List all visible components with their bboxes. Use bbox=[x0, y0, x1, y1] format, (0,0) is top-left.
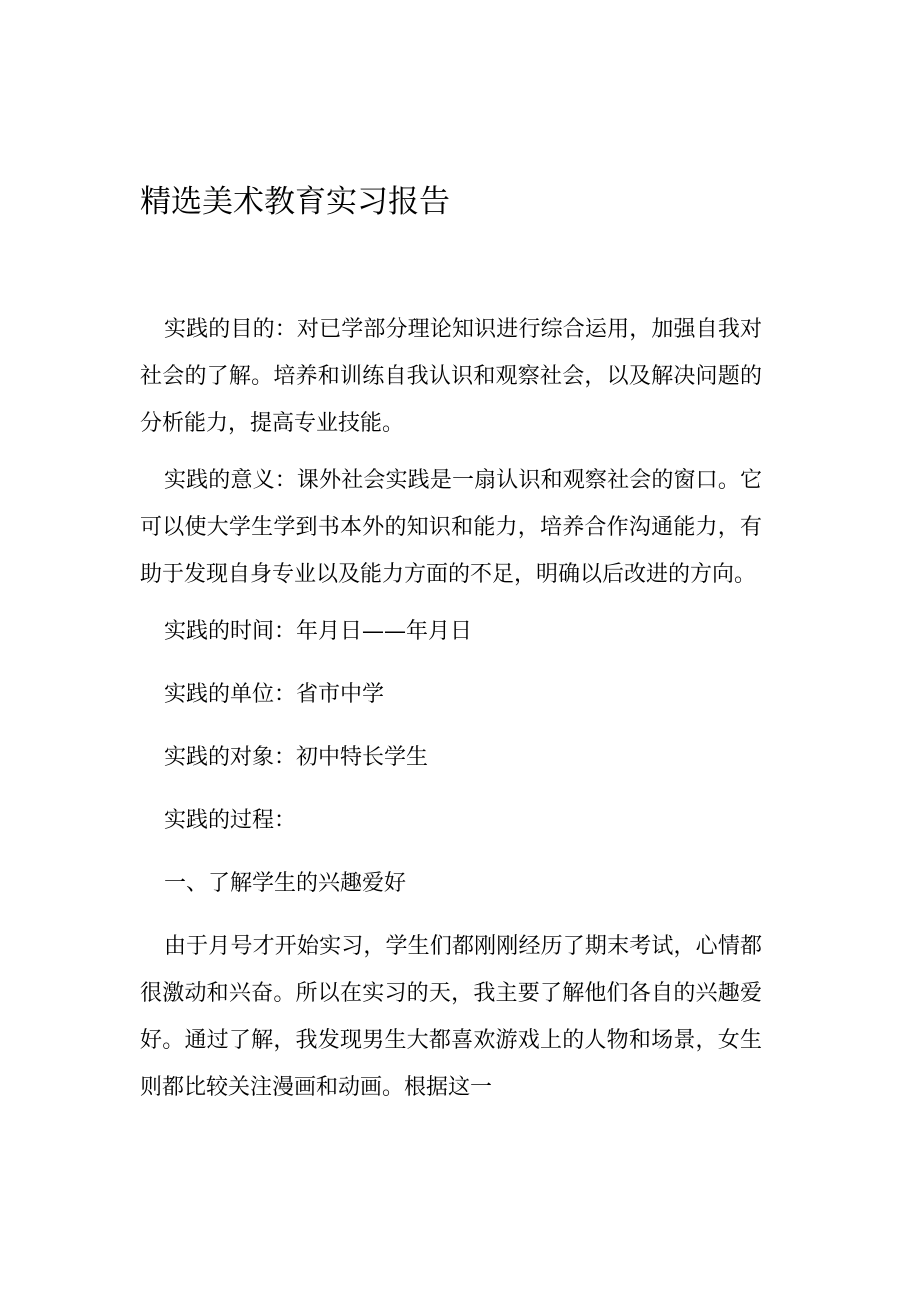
paragraph-process-heading: 实践的过程： bbox=[164, 808, 297, 833]
paragraph-interests: 由于月号才开始实习，学生们都刚刚经历了期末考试，心情都很激动和兴奋。所以在实习的天，我主要了解他们各自的兴趣爱好。通过了解，我发现男生大都喜欢游戏上的人物和场景，女生则都比较关注漫画和动画。根据这一 bbox=[140, 934, 762, 1100]
document-body bbox=[140, 306, 762, 1121]
paragraph-target: 实践的对象：初中特长学生 bbox=[164, 745, 429, 770]
paragraph-unit: 实践的单位：省市中学 bbox=[164, 682, 385, 707]
section-heading-interests: 一、了解学生的兴趣爱好 bbox=[164, 871, 407, 896]
paragraph-purpose: 实践的目的：对已学部分理论知识进行综合运用，加强自我对社会的了解。培养和训练自我认识和观察社会，以及解决问题的分析能力，提高专业技能。 bbox=[140, 317, 762, 436]
paragraph-time: 实践的时间：年月日——年月日 bbox=[164, 619, 473, 644]
paragraph-significance: 实践的意义：课外社会实践是一扇认识和观察社会的窗口。它可以使大学生学到书本外的知识和能力，培养合作沟通能力，有助于发现自身专业以及能力方面的不足，明确以后改进的方向。 bbox=[140, 468, 762, 587]
document-title: 精选美术教育实习报告 bbox=[140, 184, 450, 220]
